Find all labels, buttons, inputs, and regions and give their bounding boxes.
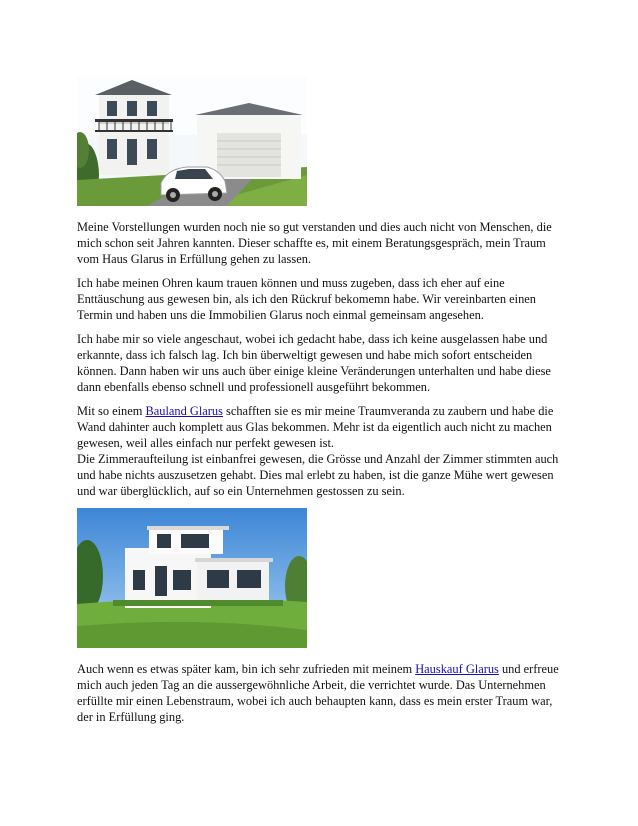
paragraph-1: Meine Vorstellungen wurden noch nie so gut verstanden und dies auch nicht von Menschen, die mich schon seit Jahren kannten. Dieser schaffte es, mit einem Beratungsgespräch, mein Traum vom Haus Glarus in Erfüllung gehen zu lassen. [77, 220, 552, 266]
paragraph-6-text-end: und erfreue mich auch jeden Tag an die aussergewöhnliche Arbeit, die verrichtet wurde. Das Unternehmen erfüllte mir einen Lebenstraum, wobei ich auch behaupten kann, dass es mein erster Traum war, der in Erfüllung ging. [77, 662, 559, 724]
paragraph-4 [77, 403, 567, 451]
house-photo-villa [77, 75, 307, 206]
paragraph-6-text-start: Auch wenn es etwas später kam, bin ich sehr zufrieden mit meinem [77, 662, 416, 676]
house-photo-modern [77, 508, 307, 648]
paragraph-2: Ich habe meinen Ohren kaum trauen können und muss zugeben, dass ich eher auf eine Enttäuschung aus gewesen bin, als ich den Rückruf bekomemn habe. Wir vereinbarten einen Termin und haben uns die Immobilien Glarus noch einmal gemeinsam angesehen. [77, 276, 536, 322]
hauskauf-glarus-link[interactable]: Hauskauf Glarus [415, 662, 499, 676]
paragraph-4-text-end: schafften sie es mir meine Traumveranda zu zaubern und habe die Wand dahinter auch komplett aus Glas bekommen. Mehr ist da eigentlich auch nicht zu machen gewesen, weil alles einfach nur perfekt gewesen ist. [77, 404, 554, 450]
bauland-glarus-link[interactable]: Bauland Glarus [145, 404, 223, 418]
paragraph-6 [77, 661, 567, 725]
paragraph-5: Die Zimmeraufteilung ist einbanfrei gewesen, die Grösse und Anzahl der Zimmer stimmten auch und habe nichts auszusetzen gehabt. Dies mal erlebt zu haben, ist die ganze Mühe wert gewesen und war überglücklich, auf so ein Unternehmen gestossen zu sein. [77, 452, 559, 498]
paragraph-3: Ich habe mir so viele angeschaut, wobei ich gedacht habe, dass ich keine ausgelassen habe und erkannte, dass ich falsch lag. Ich bin überweltigt gewesen und habe mich sofort entscheiden können. Dann haben wir uns auch über einige kleine Veränderungen unterhalten und habe diese dann ebenfalls ebenso schnell und professionell ausgeführt bekommen. [77, 332, 551, 394]
paragraph-4-text-start: Mit so einem [77, 404, 146, 418]
